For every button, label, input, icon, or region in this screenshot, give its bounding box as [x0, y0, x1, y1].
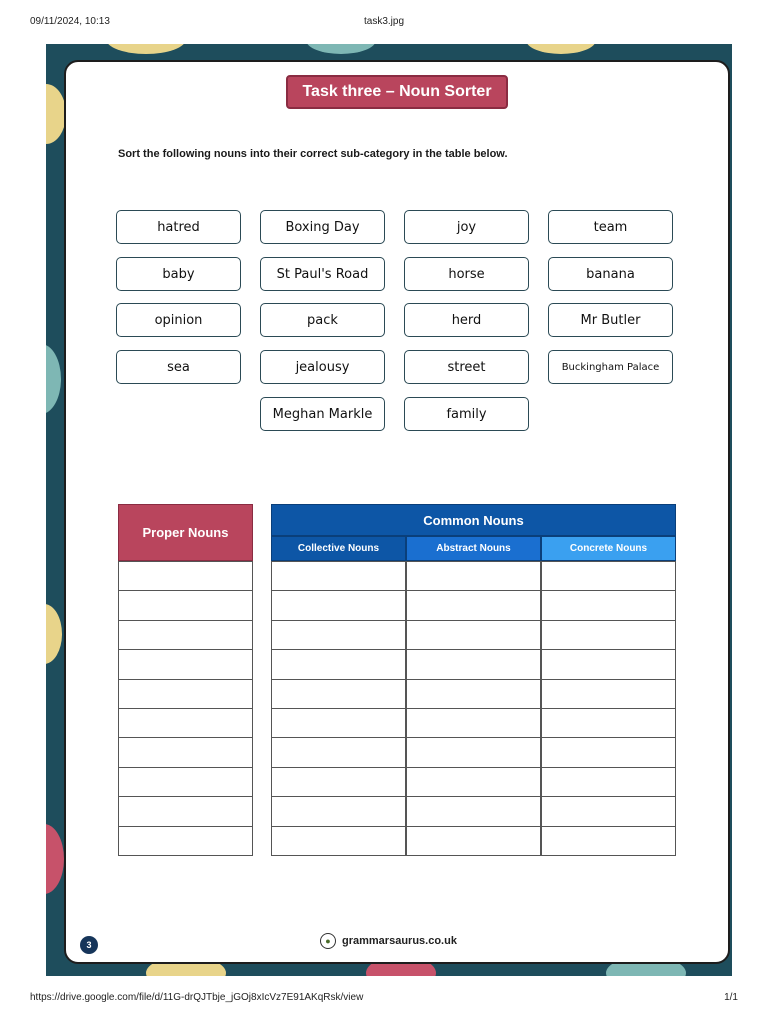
noun-card[interactable]: pack	[260, 303, 385, 337]
proper-nouns-header: Proper Nouns	[118, 504, 253, 561]
abstract-nouns-cell[interactable]	[406, 679, 541, 709]
site-url-text: grammarsaurus.co.uk	[342, 935, 457, 947]
proper-nouns-cell[interactable]	[118, 679, 253, 709]
proper-nouns-cell[interactable]	[118, 767, 253, 797]
print-file-name: task3.jpg	[363, 16, 405, 27]
collective-nouns-cell[interactable]	[271, 826, 406, 856]
page-number-badge: 3	[80, 936, 98, 954]
noun-card[interactable]: Buckingham Palace	[548, 350, 673, 384]
collective-nouns-cell[interactable]	[271, 737, 406, 767]
collective-nouns-cell[interactable]	[271, 767, 406, 797]
abstract-nouns-cell[interactable]	[406, 649, 541, 679]
concrete-nouns-cell[interactable]	[541, 561, 676, 591]
proper-nouns-cell[interactable]	[118, 561, 253, 591]
print-page-count: 1/1	[724, 992, 738, 1003]
collective-nouns-cell[interactable]	[271, 649, 406, 679]
concrete-nouns-cell[interactable]	[541, 590, 676, 620]
noun-card[interactable]: Meghan Markle	[260, 397, 385, 431]
abstract-nouns-cell[interactable]	[406, 767, 541, 797]
concrete-nouns-cell[interactable]	[541, 620, 676, 650]
noun-card[interactable]: joy	[404, 210, 529, 244]
noun-card[interactable]: street	[404, 350, 529, 384]
proper-nouns-cell[interactable]	[118, 737, 253, 767]
proper-nouns-cell[interactable]	[118, 620, 253, 650]
proper-nouns-cell[interactable]	[118, 796, 253, 826]
collective-nouns-cell[interactable]	[271, 679, 406, 709]
abstract-nouns-header: Abstract Nouns	[406, 536, 541, 561]
noun-card[interactable]: hatred	[116, 210, 241, 244]
abstract-nouns-cell[interactable]	[406, 561, 541, 591]
collective-nouns-cell[interactable]	[271, 561, 406, 591]
print-header	[30, 16, 738, 30]
noun-card[interactable]: family	[404, 397, 529, 431]
collective-nouns-cell[interactable]	[271, 708, 406, 738]
concrete-nouns-cell[interactable]	[541, 826, 676, 856]
collective-nouns-cell[interactable]	[271, 590, 406, 620]
noun-card[interactable]: team	[548, 210, 673, 244]
abstract-nouns-cell[interactable]	[406, 708, 541, 738]
proper-nouns-cell[interactable]	[118, 649, 253, 679]
noun-card[interactable]: jealousy	[260, 350, 385, 384]
proper-nouns-cell[interactable]	[118, 826, 253, 856]
worksheet-title: Task three – Noun Sorter	[286, 75, 508, 109]
common-nouns-header: Common Nouns	[271, 504, 676, 536]
concrete-nouns-cell[interactable]	[541, 796, 676, 826]
abstract-nouns-cell[interactable]	[406, 796, 541, 826]
concrete-nouns-cell[interactable]	[541, 679, 676, 709]
noun-card[interactable]: baby	[116, 257, 241, 291]
concrete-nouns-cell[interactable]	[541, 649, 676, 679]
noun-card[interactable]: horse	[404, 257, 529, 291]
proper-nouns-cell[interactable]	[118, 708, 253, 738]
collective-nouns-header: Collective Nouns	[271, 536, 406, 561]
collective-nouns-cell[interactable]	[271, 620, 406, 650]
noun-card[interactable]: sea	[116, 350, 241, 384]
collective-nouns-cell[interactable]	[271, 796, 406, 826]
print-footer	[30, 992, 738, 1006]
noun-card[interactable]: Boxing Day	[260, 210, 385, 244]
noun-card[interactable]: banana	[548, 257, 673, 291]
noun-card[interactable]: Mr Butler	[548, 303, 673, 337]
print-datetime: 09/11/2024, 10:13	[30, 16, 110, 27]
proper-nouns-cell[interactable]	[118, 590, 253, 620]
noun-card[interactable]: herd	[404, 303, 529, 337]
abstract-nouns-cell[interactable]	[406, 826, 541, 856]
noun-card[interactable]: opinion	[116, 303, 241, 337]
concrete-nouns-cell[interactable]	[541, 708, 676, 738]
abstract-nouns-cell[interactable]	[406, 737, 541, 767]
abstract-nouns-cell[interactable]	[406, 590, 541, 620]
concrete-nouns-cell[interactable]	[541, 737, 676, 767]
print-url: https://drive.google.com/file/d/11G-drQJTbje_jGOj8xIcVz7E91AKqRsk/view	[30, 992, 364, 1003]
abstract-nouns-cell[interactable]	[406, 620, 541, 650]
instruction-text: Sort the following nouns into their correct sub-category in the table below.	[118, 148, 508, 160]
dinosaur-logo-icon: ●	[320, 933, 336, 949]
noun-card[interactable]: St Paul's Road	[260, 257, 385, 291]
concrete-nouns-cell[interactable]	[541, 767, 676, 797]
site-logo	[320, 932, 457, 950]
concrete-nouns-header: Concrete Nouns	[541, 536, 676, 561]
